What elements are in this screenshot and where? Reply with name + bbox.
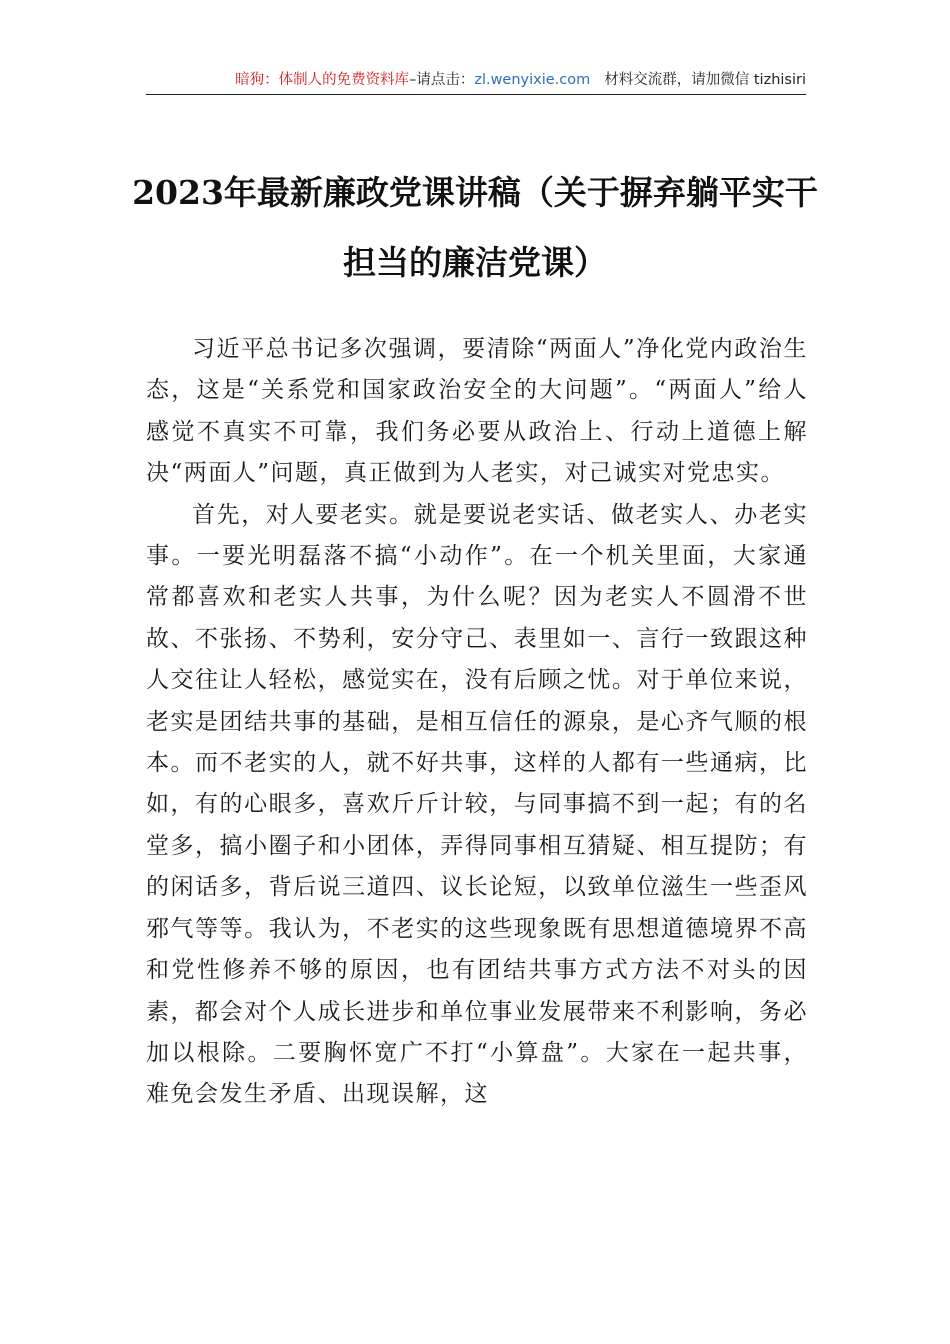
- link-prefix: –请点击：: [409, 72, 475, 88]
- paragraph: 首先，对人要老实。就是要说老实话、做老实人、办老实事。一要光明磊落不搞“小动作”。在一个机关里面，大家通常都喜欢和老实人共事，为什么呢？因为老实人不圆滑不世故、不张扬、不势利，安分守己、表里如一、言行一致跟这种人交往让人轻松，感觉实在，没有后顾之忧。对于单位来说，老实是团结共事的基础，是相互信任的源泉，是心齐气顺的根本。而不老实的人，就不好共事，这样的人都有一些通病，比如，有的心眼多，喜欢斤斤计较，与同事搞不到一起；有的名堂多，搞小圈子和小团体，弄得同事相互猜疑、相互提防；有的闲话多，背后说三道四、议长论短，以致单位滋生一些歪风邪气等等。我认为，不老实的这些现象既有思想道德境界不高和党性修养不够的原因，也有团结共事方式方法不对头的因素，都会对个人成长进步和单位事业发展带来不利影响，务必加以根除。二要胸怀宽广不打“小算盘”。大家在一起共事，难免会发生矛盾、出现误解，这: [146, 501, 808, 1108]
- group-contact-text: 材料交流群，请加微信 tizhisiri: [604, 72, 806, 88]
- watermark-text: 暗狗：体制人的免费资料库: [235, 72, 410, 88]
- page-header: [146, 68, 806, 95]
- paragraph: 习近平总书记多次强调，要清除“两面人”净化党内政治生态，这是“关系党和国家政治安全的大问题”。“两面人”给人感觉不真实不可靠，我们务必要从政治上、行动上道德上解决“两面人”问题，真正做到为人老实，对己诚实对党忠实。: [146, 336, 808, 487]
- document-body: [146, 329, 808, 1116]
- website-link[interactable]: zl.wenyixie.com: [474, 72, 591, 88]
- document-title: 2023年最新廉政党课讲稿（关于摒弃躺平实干担当的廉洁党课）: [132, 173, 818, 282]
